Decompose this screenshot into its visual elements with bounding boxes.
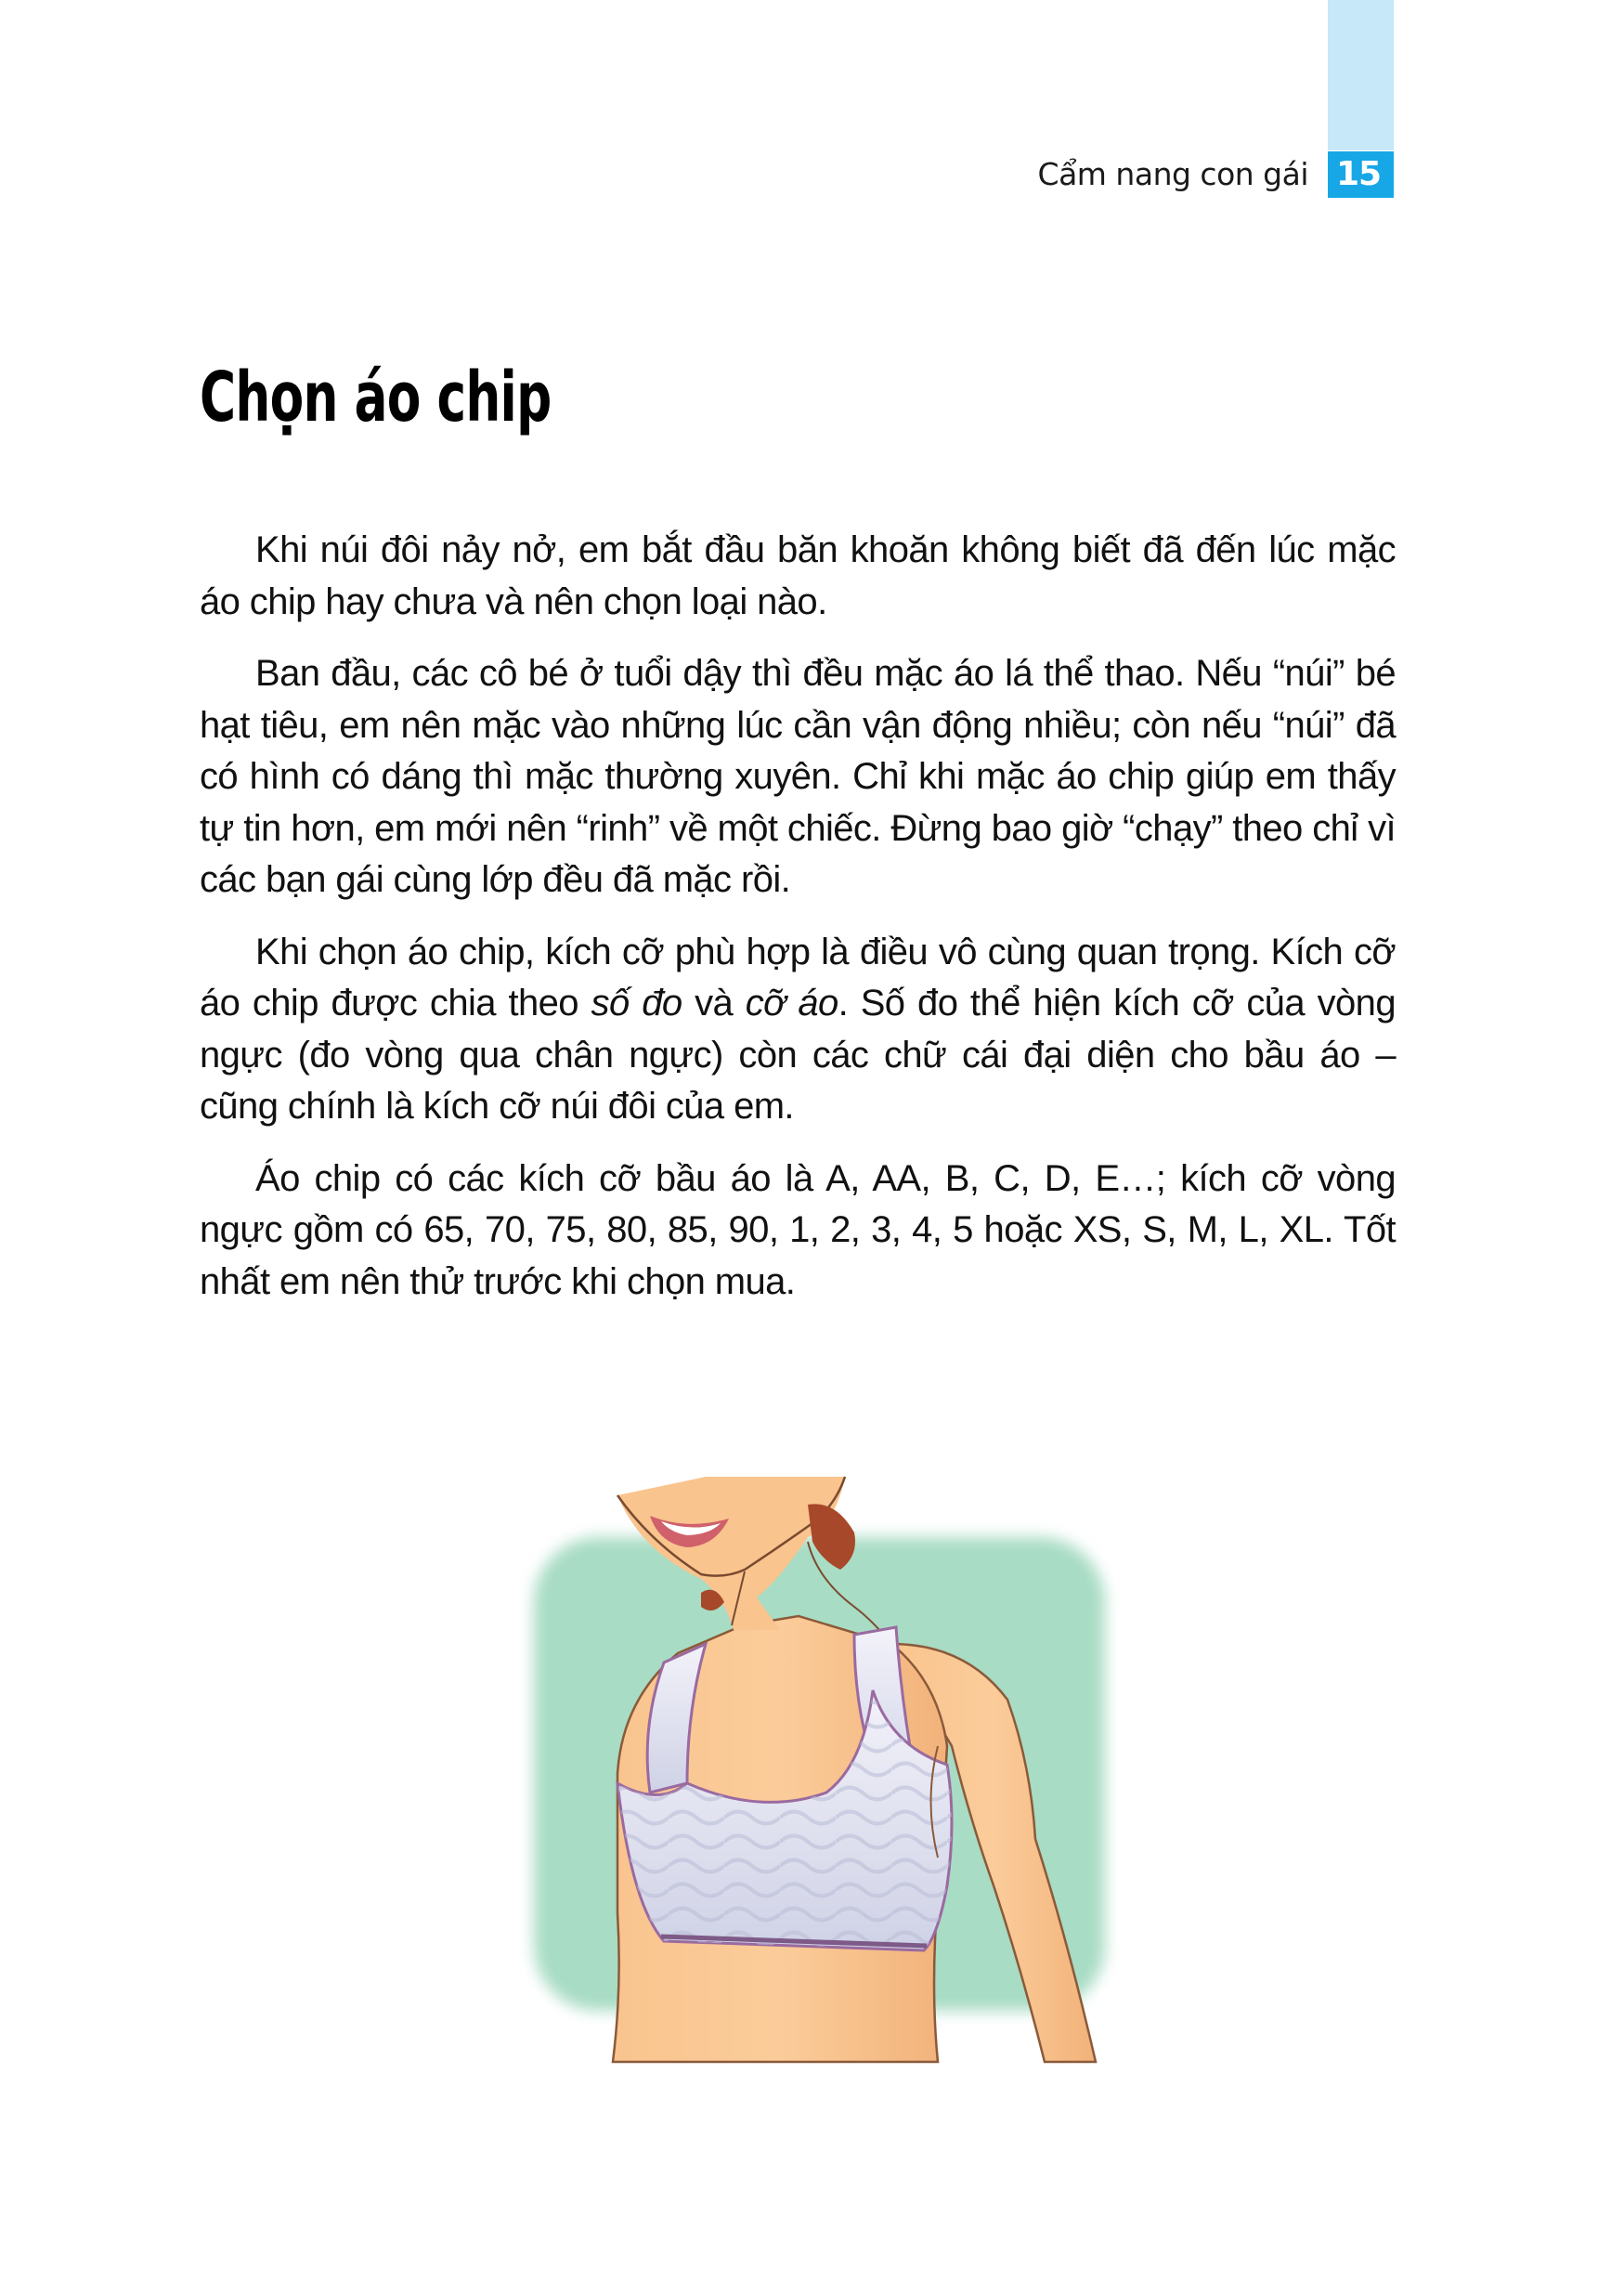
paragraph-1: Khi núi đôi nảy nở, em bắt đầu băn khoăn không biết đã đến lúc mặc áo chip hay chưa và nên chọn loại nào. (200, 529, 1396, 622)
term-co-ao: cỡ áo (745, 983, 838, 1024)
page-tab-strip (1328, 0, 1394, 150)
term-so-do: số đo (591, 983, 682, 1024)
section-title: Chọn áo chip (200, 358, 552, 437)
girl-figure-image (501, 1467, 1133, 2099)
paragraph-3-part-1: Khi chọn áo chip, kích cỡ phù hợp là điều vô cùng quan trọng. Kích cỡ áo chip được chia theo (200, 931, 1396, 1024)
paragraph-3-part-3: . Số đo thể hiện kích cỡ của vòng ngực (đo vòng qua chân ngực) còn các chữ cái đại diện cho bầu áo – cũng chính là kích cỡ núi đôi của em. (200, 983, 1396, 1127)
page-number: 15 (1328, 151, 1394, 198)
paragraph-3 (200, 927, 1396, 1133)
running-header-book-title: Cẩm nang con gái (1037, 156, 1308, 192)
paragraph-3-part-2: và (682, 983, 746, 1024)
sports-bra-illustration (501, 1467, 1133, 2099)
paragraph-2: Ban đầu, các cô bé ở tuổi dậy thì đều mặc áo lá thể thao. Nếu “núi” bé hạt tiêu, em nên mặc vào những lúc cần vận động nhiều; còn nếu “núi” đã có hình có dáng thì mặc thường xuyên. Chỉ khi mặc áo chip giúp em thấy tự tin hơn, em mới nên “rinh” về một chiếc. Đừng bao giờ “chạy” theo chỉ vì các bạn gái cùng lớp đều đã mặc rồi. (200, 653, 1396, 900)
body-text (200, 525, 1396, 1328)
paragraph-4: Áo chip có các kích cỡ bầu áo là A, AA, B, C, D, E…; kích cỡ vòng ngực gồm có 65, 70, 75, 80, 85, 90, 1, 2, 3, 4, 5 hoặc XS, S, M, L, XL. Tốt nhất em nên thử trước khi chọn mua. (200, 1157, 1396, 1302)
